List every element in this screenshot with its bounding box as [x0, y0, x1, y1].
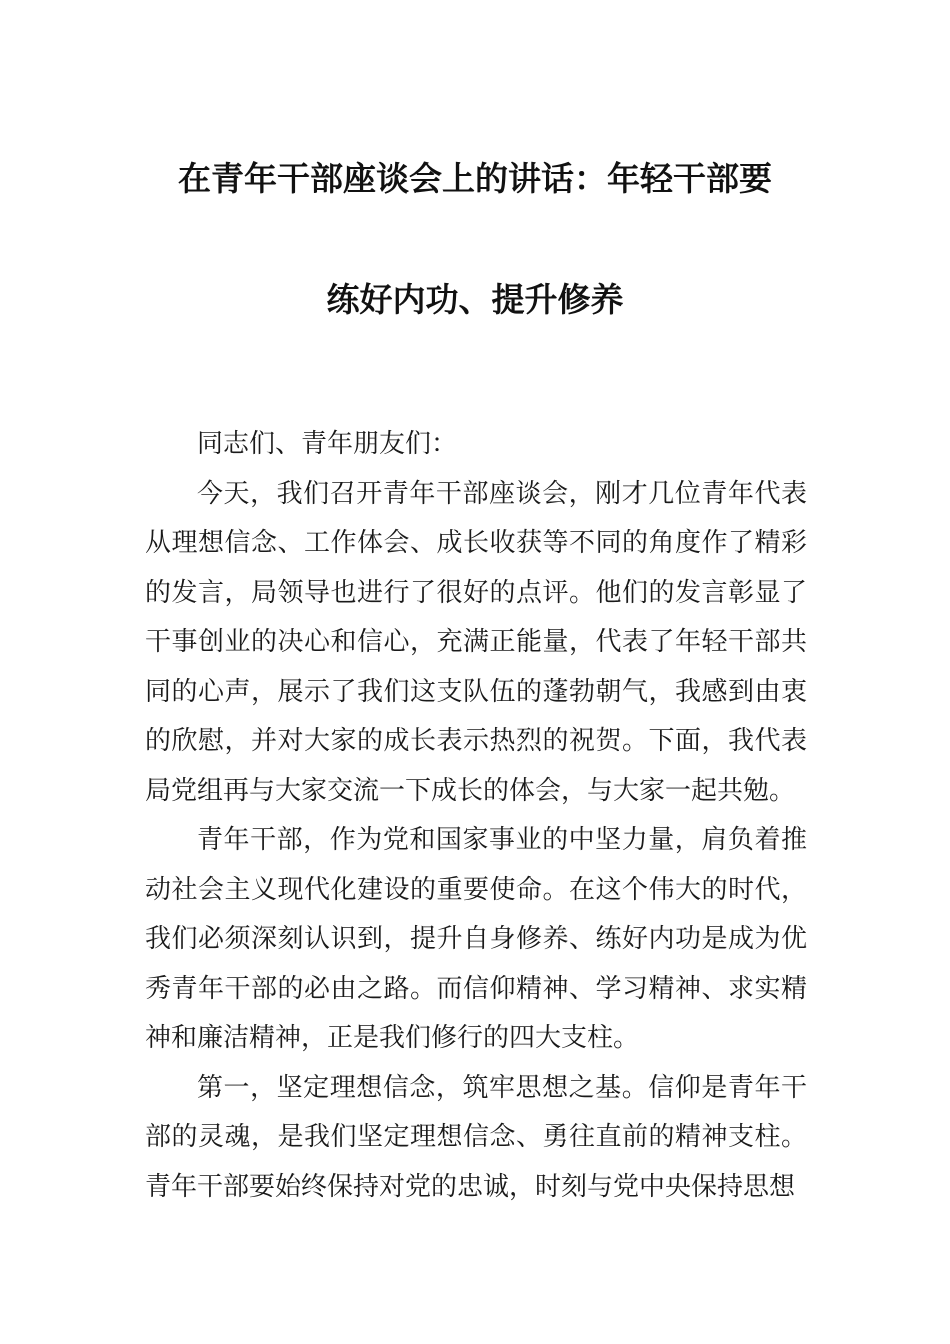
- paragraph-2: 青年干部，作为党和国家事业的中坚力量，肩负着推动社会主义现代化建设的重要使命。在这个伟大的时代，我们必须深刻认识到，提升自身修养、练好内功是成为优秀青年干部的必由之路。而信仰精神、学习精神、求实精神和廉洁精神，正是我们修行的四大支柱。: [145, 825, 807, 1053]
- paragraph-3: 第一，坚定理想信念，筑牢思想之基。信仰是青年干部的灵魂，是我们坚定理想信念、勇往直前的精神支柱。青年干部要始终保持对党的忠诚，时刻与党中央保持思想: [145, 1072, 807, 1202]
- paragraph-1: 今天，我们召开青年干部座谈会，刚才几位青年代表从理想信念、工作体会、成长收获等不同的角度作了精彩的发言，局领导也进行了很好的点评。他们的发言彰显了干事创业的决心和信心，充满正能量，代表了年轻干部共同的心声，展示了我们这支队伍的蓬勃朝气，我感到由衷的欣慰，并对大家的成长表示热烈的祝贺。下面，我代表局党组再与大家交流一下成长的体会，与大家一起共勉。: [145, 478, 807, 806]
- salutation: 同志们、青年朋友们：: [197, 429, 458, 459]
- document-body: [145, 420, 807, 1212]
- document-title-line-1: 在青年干部座谈会上的讲话：年轻干部要: [178, 159, 772, 198]
- document-title-line-2: 练好内功、提升修养: [326, 280, 624, 319]
